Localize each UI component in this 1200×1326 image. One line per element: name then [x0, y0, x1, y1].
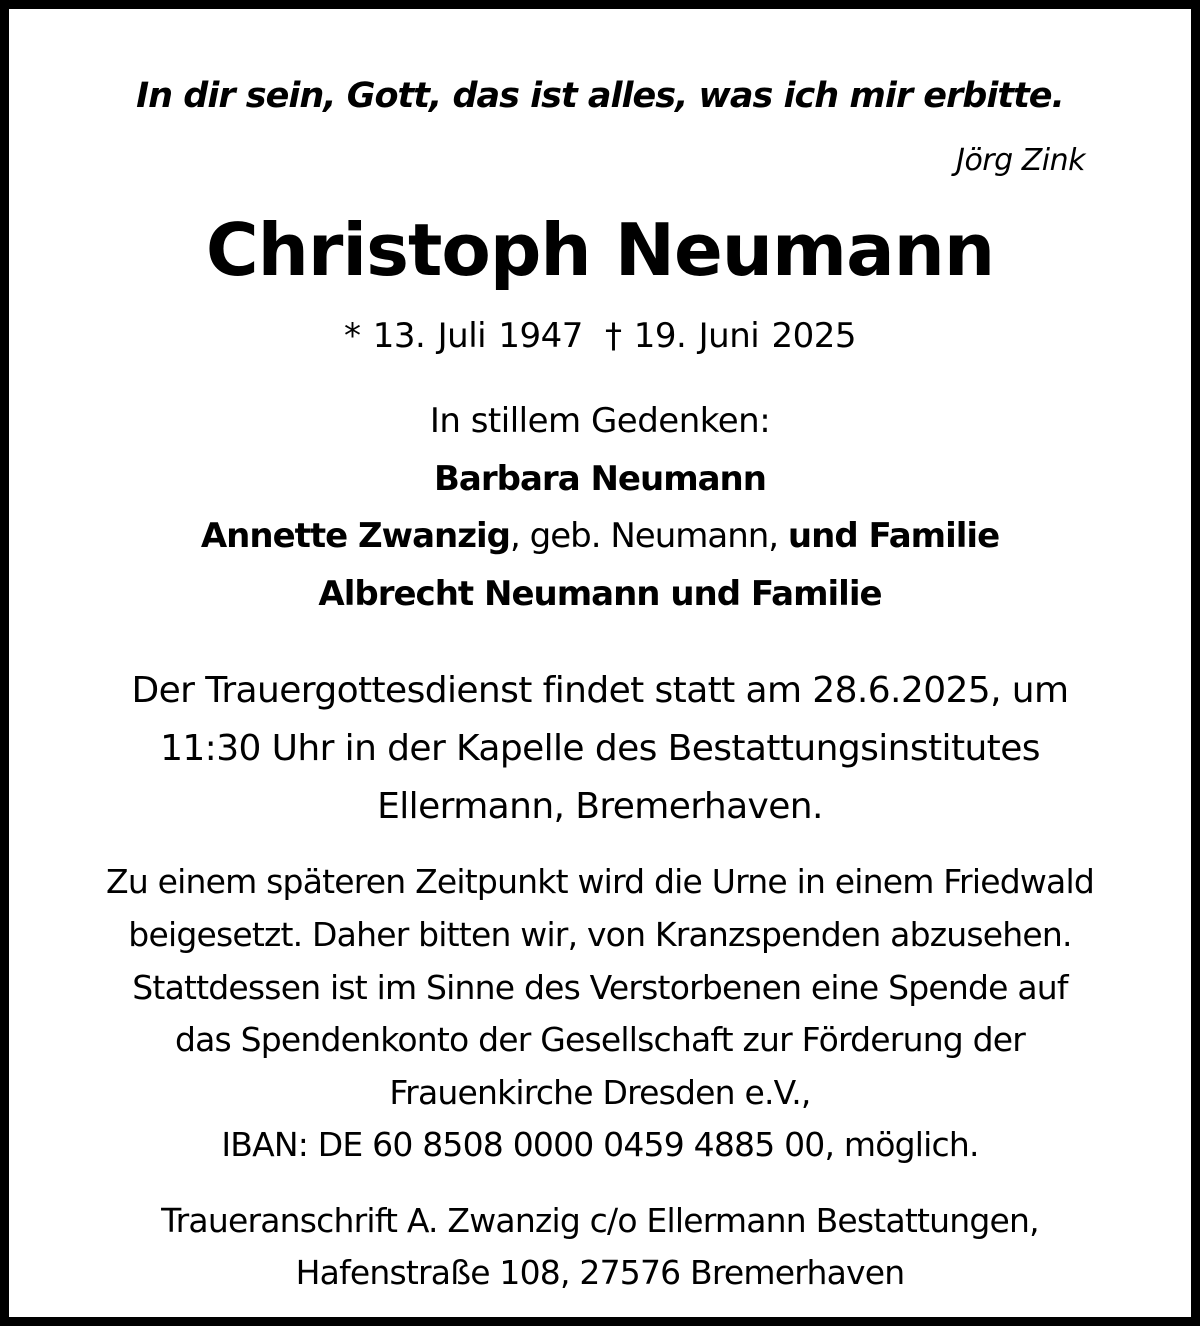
mourner-2-nee: , geb. Neumann, — [510, 516, 788, 556]
mourner-2-suffix: und Familie — [787, 516, 1000, 556]
mourner-2-name: Annette Zwanzig — [200, 516, 511, 556]
motto-author: Jörg Zink — [956, 143, 1085, 178]
iban-line: IBAN: DE 60 8508 0000 0459 4885 00, möglich. — [221, 1125, 979, 1164]
urn-line: Frauenkirche Dresden e.V., — [389, 1073, 811, 1112]
birth-date: * 13. Juli 1947 — [343, 316, 583, 356]
motto-quote: In dir sein, Gott, das ist alles, was ich mir erbitte. — [136, 76, 1064, 116]
urn-line: Zu einem späteren Zeitpunkt wird die Urne in einem Friedwald — [106, 862, 1094, 901]
urn-line: Stattdessen ist im Sinne des Verstorbenen eine Spende auf — [132, 968, 1068, 1007]
service-line: 11:30 Uhr in der Kapelle des Bestattungsinstitutes — [160, 728, 1040, 769]
deceased-name: Christoph Neumann — [205, 208, 995, 292]
mourner-3: Albrecht Neumann und Familie — [318, 574, 882, 614]
mourner-1: Barbara Neumann — [434, 459, 766, 499]
mourner-2 — [21, 516, 1179, 556]
death-date: † 19. Juni 2025 — [604, 316, 857, 356]
service-line: Der Trauergottesdienst findet statt am 28.6.2025, um — [131, 670, 1069, 711]
life-dates — [21, 316, 1179, 356]
address-line: Traueranschrift A. Zwanzig c/o Ellermann Bestattungen, — [161, 1201, 1039, 1240]
address-line: Hafenstraße 108, 27576 Bremerhaven — [295, 1253, 905, 1292]
urn-line: das Spendenkonto der Gesellschaft zur Förderung der — [174, 1020, 1026, 1059]
urn-line: beigesetzt. Daher bitten wir, von Kranzspenden abzusehen. — [128, 915, 1072, 954]
memorial-intro: In stillem Gedenken: — [429, 401, 771, 441]
service-line: Ellermann, Bremerhaven. — [377, 786, 823, 827]
